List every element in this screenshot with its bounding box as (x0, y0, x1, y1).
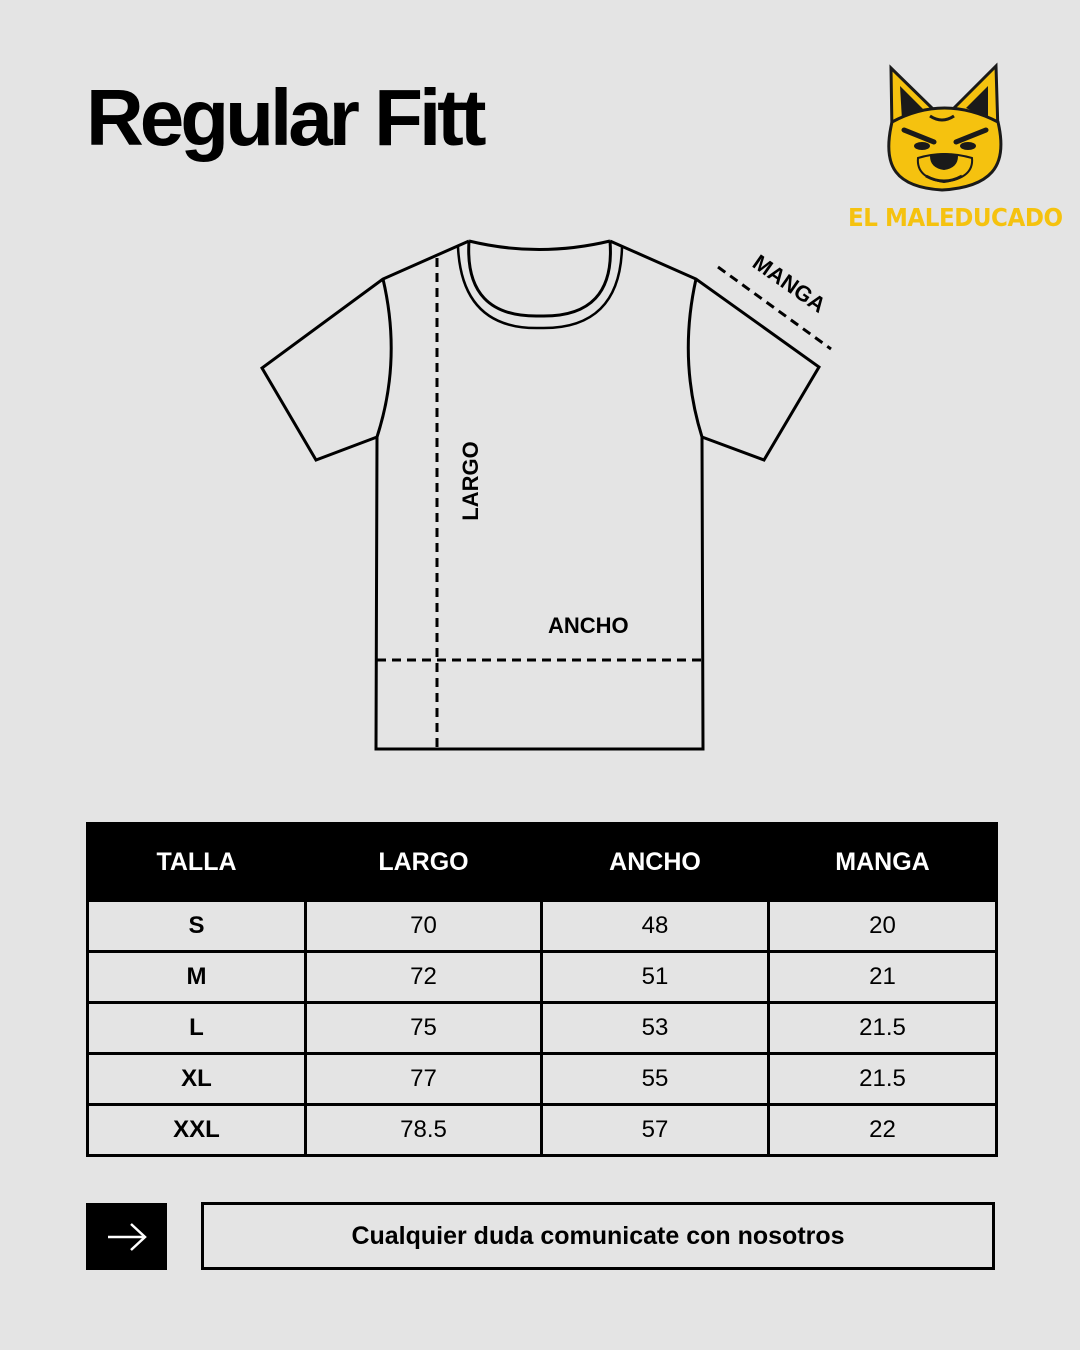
arrow-button[interactable] (86, 1203, 167, 1270)
header-talla: TALLA (88, 824, 306, 901)
header-largo: LARGO (306, 824, 542, 901)
cell-ancho: 55 (542, 1054, 769, 1105)
largo-label: LARGO (458, 441, 483, 521)
table-row (88, 952, 997, 1003)
brand-name: EL MALEDUCADO (848, 203, 1063, 232)
cell-talla: M (88, 952, 306, 1003)
cell-talla: XL (88, 1054, 306, 1105)
cell-ancho: 57 (542, 1105, 769, 1156)
ancho-label: ANCHO (548, 613, 629, 638)
table-row (88, 1054, 997, 1105)
cell-manga: 21.5 (769, 1054, 997, 1105)
page-title: Regular Fitt (86, 73, 483, 162)
cell-largo: 77 (306, 1054, 542, 1105)
table-row (88, 901, 997, 952)
cell-largo: 75 (306, 1003, 542, 1054)
cell-ancho: 53 (542, 1003, 769, 1054)
cell-largo: 70 (306, 901, 542, 952)
table-header-row (88, 824, 997, 901)
cell-talla: L (88, 1003, 306, 1054)
cell-talla: XXL (88, 1105, 306, 1156)
cell-talla: S (88, 901, 306, 952)
arrow-right-icon (105, 1222, 149, 1252)
table-row (88, 1105, 997, 1156)
cell-ancho: 51 (542, 952, 769, 1003)
cell-ancho: 48 (542, 901, 769, 952)
cell-manga: 20 (769, 901, 997, 952)
header-ancho: ANCHO (542, 824, 769, 901)
cell-manga: 21 (769, 952, 997, 1003)
size-table (86, 822, 998, 1157)
cell-largo: 72 (306, 952, 542, 1003)
tshirt-diagram (250, 230, 850, 770)
contact-button[interactable]: Cualquier duda comunicate con nosotros (201, 1202, 995, 1270)
table-row (88, 1003, 997, 1054)
header-manga: MANGA (769, 824, 997, 901)
cell-largo: 78.5 (306, 1105, 542, 1156)
cell-manga: 21.5 (769, 1003, 997, 1054)
cell-manga: 22 (769, 1105, 997, 1156)
manga-label: MANGA (748, 249, 831, 318)
